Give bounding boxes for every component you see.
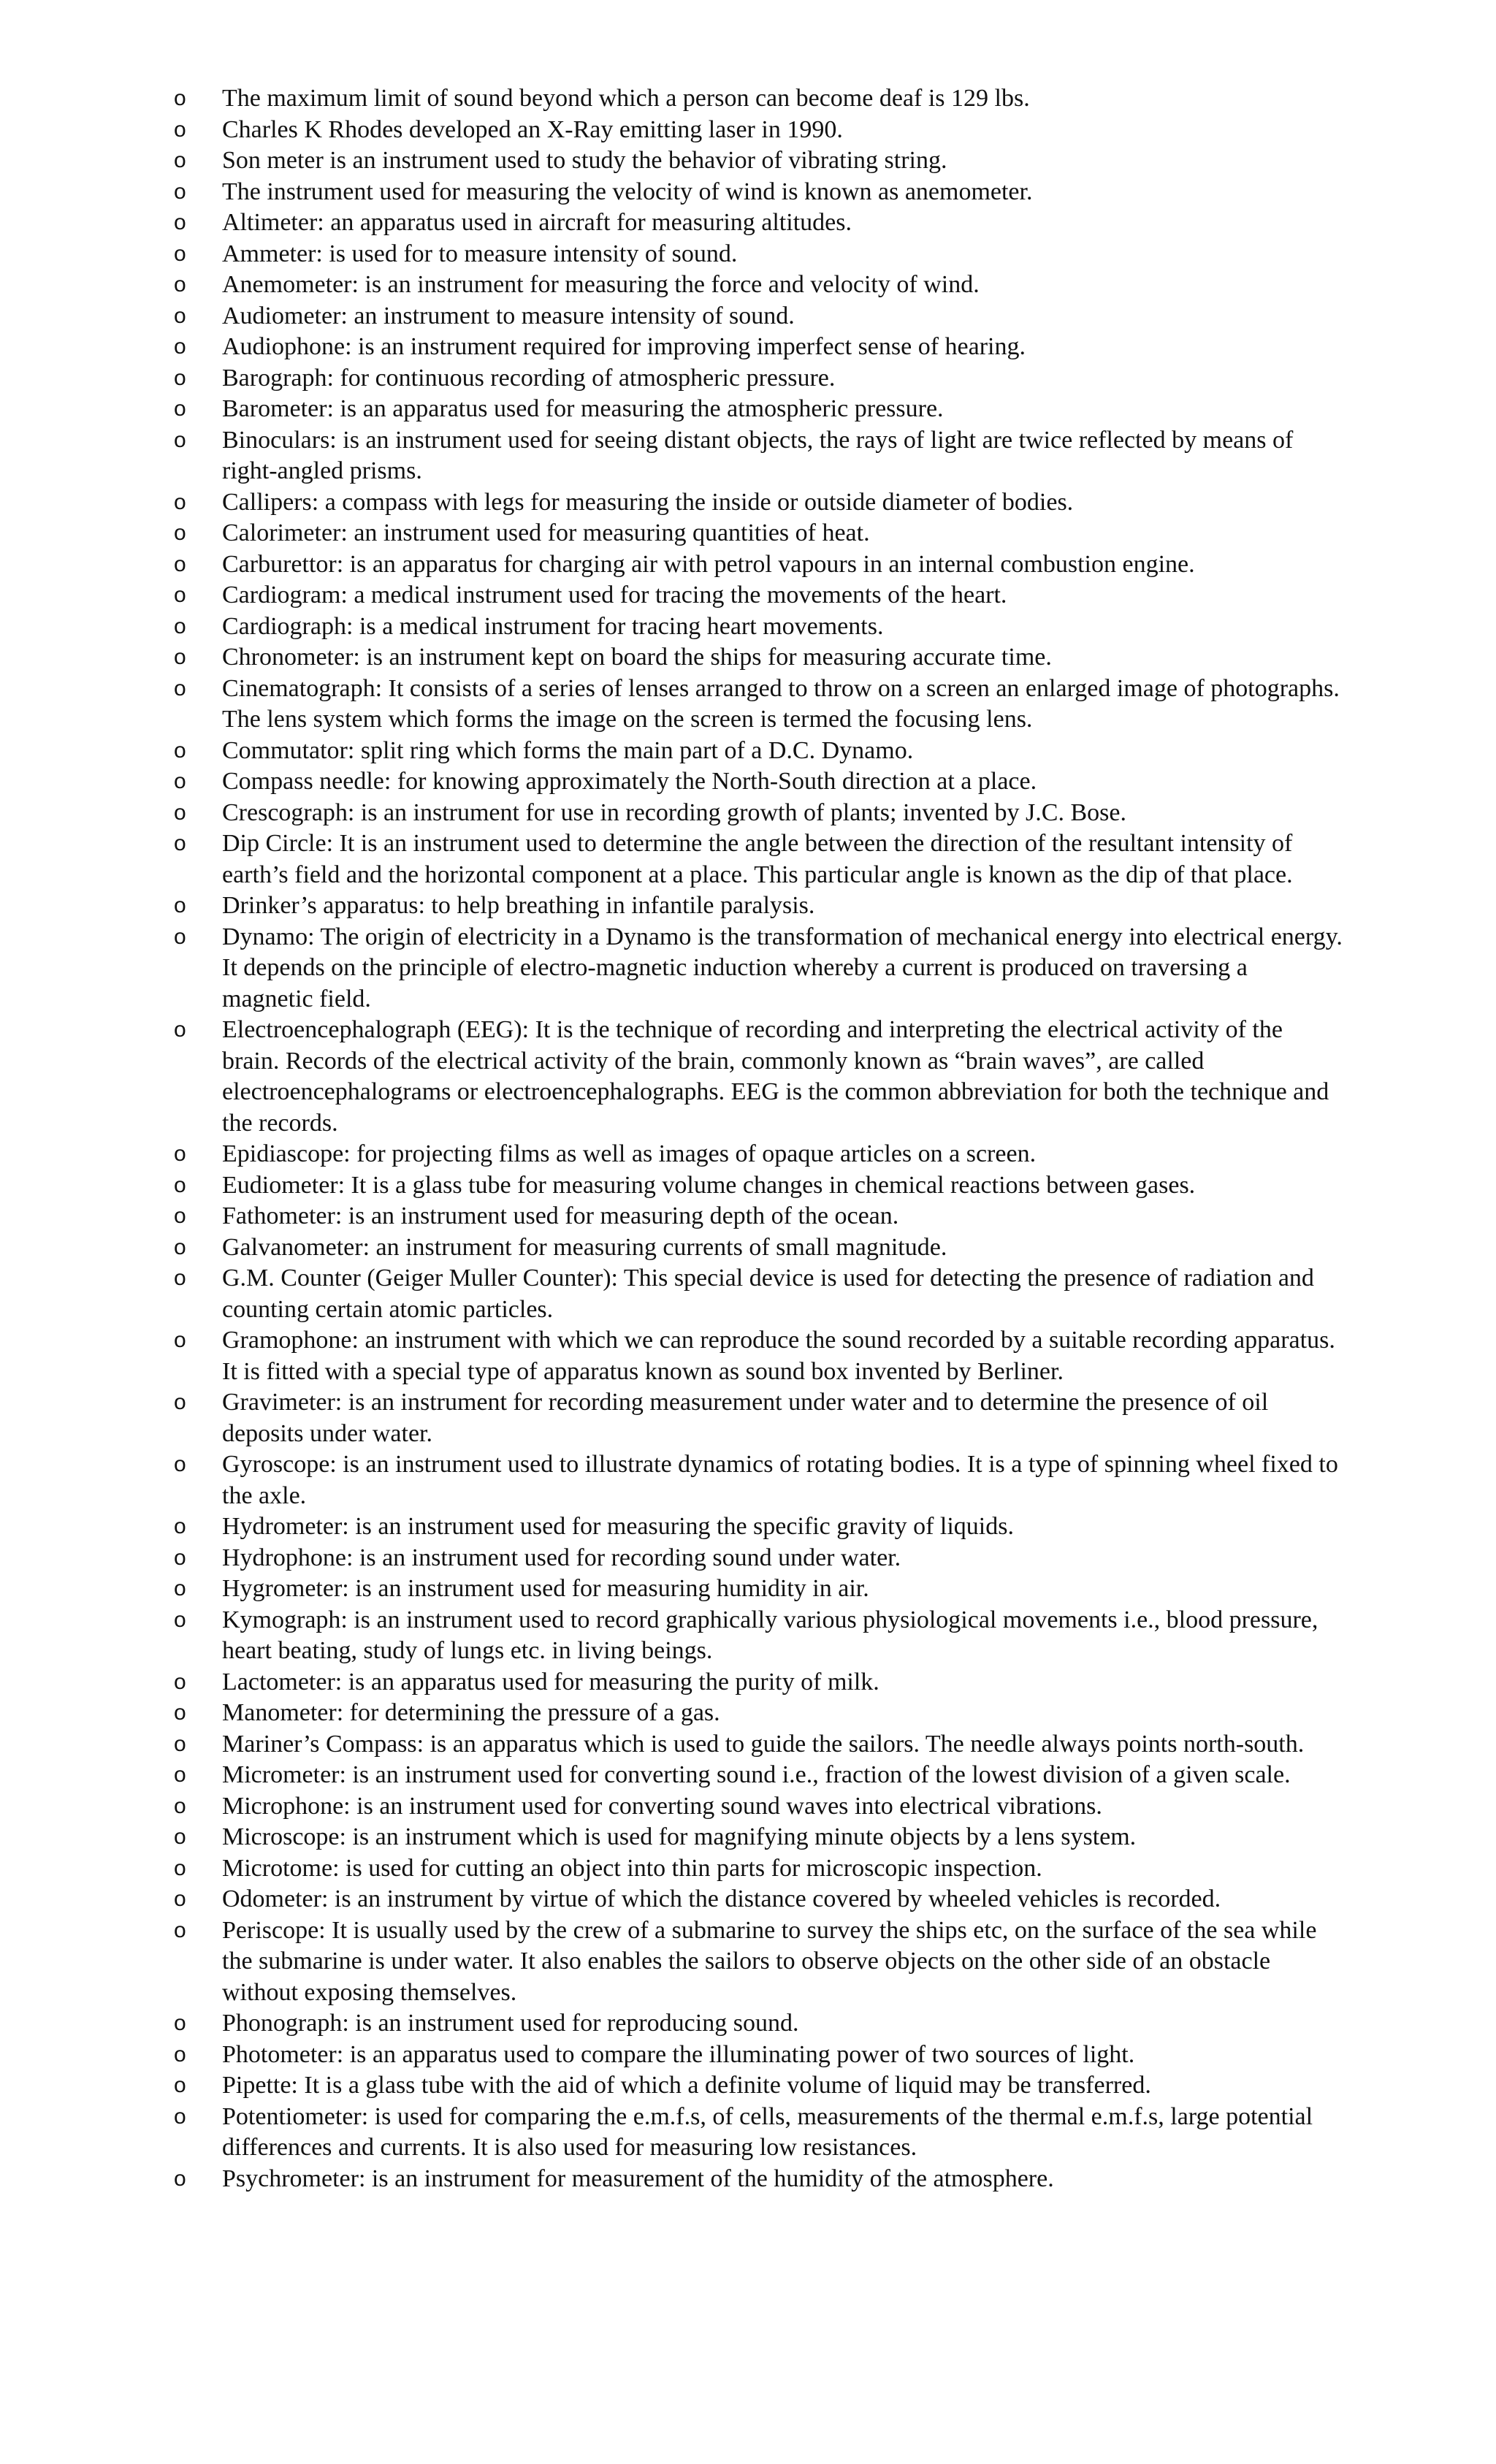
list-item [174,1729,1343,1761]
bullet-marker: o [174,614,186,638]
bullet-marker: o [174,365,186,390]
list-item [174,828,1343,890]
bullet-marker: o [174,1172,186,1197]
list-item-text: Calorimeter: an instrument used for measuring quantities of heat. [222,519,870,546]
bullet-marker: o [174,583,186,607]
bullet-marker: o [174,1887,186,1911]
bullet-marker: o [174,1204,186,1228]
list-item-text: Eudiometer: It is a glass tube for measuring volume changes in chemical reactions between gases. [222,1171,1196,1199]
bullet-marker: o [174,2042,186,2067]
list-item-text: Gyroscope: is an instrument used to illustrate dynamics of rotating bodies. It is a type of spinning wheel fixed to the axle. [222,1451,1338,1509]
list-item-text: Manometer: for determining the pressure of a gas. [222,1699,720,1726]
list-item [174,1170,1343,1202]
list-item-text: Drinker’s apparatus: to help breathing in infantile paralysis. [222,892,815,919]
list-item [174,2102,1343,2164]
list-item-text: Galvanometer: an instrument for measuring currents of small magnitude. [222,1233,947,1261]
bullet-marker: o [174,1514,186,1538]
list-item [174,580,1343,611]
bullet-marker: o [174,1731,186,1756]
list-item [174,736,1343,767]
list-item-text: Hygrometer: is an instrument used for measuring humidity in air. [222,1575,869,1602]
bullet-marker: o [174,179,186,204]
list-item-text: Altimeter: an apparatus used in aircraft for measuring altitudes. [222,209,852,236]
bullet-marker: o [174,303,186,328]
list-item-text: Microphone: is an instrument used for converting sound waves into electrical vibrations. [222,1792,1102,1820]
list-item [174,766,1343,798]
bullet-marker: o [174,1607,186,1632]
bullet-marker: o [174,117,186,142]
bullet-marker: o [174,489,186,514]
bullet-marker: o [174,210,186,234]
list-item-text: Dynamo: The origin of electricity in a Dynamo is the transformation of mechanical energy into electrical energy. It depends on the principle of electro-magnetic induction whereby a current is produced on traversing a magnetic field. [222,923,1343,1012]
list-item [174,2040,1343,2071]
list-item [174,518,1343,549]
list-item-text: Anemometer: is an instrument for measuring the force and velocity of wind. [222,271,980,298]
list-item-text: Audiometer: an instrument to measure intensity of sound. [222,302,795,329]
list-item-text: The maximum limit of sound beyond which a person can become deaf is 129 lbs. [222,85,1030,112]
bullet-marker: o [174,521,186,545]
list-item [174,1325,1343,1387]
list-item-text: Hydrophone: is an instrument used for recording sound under water. [222,1544,901,1571]
list-item [174,1232,1343,1264]
list-item [174,1698,1343,1729]
list-item [174,1822,1343,1853]
bullet-marker: o [174,1855,186,1880]
list-item-text: Periscope: It is usually used by the crew of a submarine to survey the ships etc, on the surface of the sea while the submarine is under water. It also enables the sailors to observe objects on the other side of an obstacle without exposing themselves. [222,1916,1317,2006]
list-item [174,1449,1343,1511]
list-item-text: Gravimeter: is an instrument for recording measurement under water and to determine the presence of oil deposits under water. [222,1389,1269,1447]
list-item [174,1853,1343,1885]
list-item-text: Dip Circle: It is an instrument used to determine the angle between the direction of the resultant intensity of earth’s field and the horizontal component at a place. This particular angle is known as the dip of that place. [222,830,1293,888]
list-item [174,1884,1343,1915]
list-item-text: Commutator: split ring which forms the main part of a D.C. Dynamo. [222,736,914,764]
list-item-text: Microscope: is an instrument which is used for magnifying minute objects by a lens system. [222,1823,1137,1850]
list-item-text: Lactometer: is an apparatus used for measuring the purity of milk. [222,1668,879,1696]
list-item-text: Audiophone: is an instrument required for improving imperfect sense of hearing. [222,333,1026,360]
list-item [174,549,1343,581]
bullet-marker: o [174,427,186,452]
bullet-marker: o [174,148,186,172]
bullet-marker: o [174,1793,186,1818]
bullet-marker: o [174,800,186,825]
list-item-text: Charles K Rhodes developed an X-Ray emitting laser in 1990. [222,115,843,143]
list-item-text: Pipette: It is a glass tube with the aid of which a definite volume of liquid may be transferred. [222,2072,1151,2099]
list-item-text: Photometer: is an apparatus used to compare the illuminating power of two sources of light. [222,2040,1135,2068]
bullet-marker: o [174,1825,186,1849]
list-item-text: G.M. Counter (Geiger Muller Counter): This special device is used for detecting the presence of radiation and counting certain atomic particles. [222,1265,1314,1323]
list-item [174,145,1343,177]
list-item [174,394,1343,425]
list-item [174,798,1343,829]
list-item [174,1760,1343,1791]
list-item [174,239,1343,270]
bullet-marker: o [174,2104,186,2129]
bullet-marker: o [174,1701,186,1725]
list-item-text: Psychrometer: is an instrument for measurement of the humidity of the atmosphere. [222,2164,1054,2192]
list-item-text: Callipers: a compass with legs for measuring the inside or outside diameter of bodies. [222,488,1074,516]
list-item [174,177,1343,208]
list-item-text: Barometer: is an apparatus used for measuring the atmospheric pressure. [222,395,944,422]
bullet-marker: o [174,1763,186,1787]
bullet-marker: o [174,645,186,669]
list-item [174,207,1343,239]
list-item [174,1201,1343,1232]
bullet-marker: o [174,1142,186,1166]
bullet-marker: o [174,1576,186,1601]
list-item [174,611,1343,643]
list-item [174,890,1343,922]
bullet-marker: o [174,1235,186,1259]
list-item [174,2070,1343,2102]
bullet-marker: o [174,2073,186,2097]
list-item [174,1511,1343,1543]
bullet-marker: o [174,241,186,266]
bullet-marker: o [174,1018,186,1042]
list-item-text: Crescograph: is an instrument for use in recording growth of plants; invented by J.C. Bose. [222,798,1126,826]
list-item-text: Epidiascope: for projecting films as well as images of opaque articles on a screen. [222,1140,1037,1167]
list-item-text: Cardiogram: a medical instrument used for tracing the movements of the heart. [222,581,1007,609]
list-item-text: Cardiograph: is a medical instrument for tracing heart movements. [222,612,884,640]
bullet-marker: o [174,1669,186,1694]
instrument-bullet-list [174,83,1343,2194]
list-item [174,301,1343,332]
list-item-text: Compass needle: for knowing approximately the North-South direction at a place. [222,768,1037,795]
bullet-marker: o [174,676,186,701]
list-item-text: Gramophone: an instrument with which we can reproduce the sound recorded by a suitable recording apparatus. It is fitted with a special type of apparatus known as sound box invented by Berliner. [222,1327,1335,1385]
list-item [174,1605,1343,1667]
list-item [174,642,1343,674]
bullet-marker: o [174,1328,186,1352]
bullet-marker: o [174,769,186,793]
list-item [174,1574,1343,1605]
list-item [174,1015,1343,1139]
list-item [174,2164,1343,2195]
bullet-marker: o [174,552,186,576]
list-item [174,2008,1343,2040]
bullet-marker: o [174,831,186,855]
bullet-marker: o [174,738,186,763]
list-item-text: Mariner’s Compass: is an apparatus which is used to guide the sailors. The needle always points north-south. [222,1730,1305,1758]
bullet-marker: o [174,1266,186,1290]
list-item-text: Son meter is an instrument used to study the behavior of vibrating string. [222,147,947,174]
list-item-text: Carburettor: is an apparatus for charging air with petrol vapours in an internal combustion engine. [222,550,1195,578]
list-item-text: Fathometer: is an instrument used for measuring depth of the ocean. [222,1202,899,1229]
bullet-marker: o [174,924,186,949]
list-item [174,332,1343,363]
list-item-text: Chronometer: is an instrument kept on board the ships for measuring accurate time. [222,644,1052,671]
bullet-marker: o [174,335,186,359]
list-item [174,1387,1343,1449]
list-item [174,922,1343,1015]
list-item [174,1667,1343,1698]
list-item [174,270,1343,301]
list-item [174,1263,1343,1325]
list-item-text: Micrometer: is an instrument used for converting sound i.e., fraction of the lowest division of a given scale. [222,1761,1291,1788]
list-item-text: Kymograph: is an instrument used to record graphically various physiological movements i.e., blood pressure, heart beating, study of lungs etc. in living beings. [222,1606,1318,1664]
bullet-marker: o [174,1918,186,1942]
bullet-marker: o [174,893,186,918]
list-item-text: Hydrometer: is an instrument used for measuring the specific gravity of liquids. [222,1513,1014,1540]
bullet-marker: o [174,397,186,421]
bullet-marker: o [174,2166,186,2191]
bullet-marker: o [174,1452,186,1476]
list-item [174,425,1343,487]
bullet-marker: o [174,86,186,110]
list-item-text: The instrument used for measuring the velocity of wind is known as anemometer. [222,178,1033,205]
bullet-marker: o [174,2011,186,2035]
list-item [174,83,1343,115]
bullet-marker: o [174,1545,186,1570]
list-item-text: Ammeter: is used for to measure intensity of sound. [222,240,738,267]
bullet-marker: o [174,272,186,297]
list-item-text: Binoculars: is an instrument used for seeing distant objects, the rays of light are twice reflected by means of right-angled prisms. [222,426,1294,484]
list-item [174,1791,1343,1823]
list-item-text: Phonograph: is an instrument used for reproducing sound. [222,2010,799,2037]
list-item [174,487,1343,519]
list-item [174,674,1343,736]
list-item-text: Microtome: is used for cutting an object into thin parts for microscopic inspection. [222,1854,1042,1882]
list-item [174,115,1343,146]
list-item [174,1915,1343,2009]
list-item-text: Electroencephalograph (EEG): It is the technique of recording and interpreting the electrical activity of the brain. Records of the electrical activity of the brain, commonly known as “brain waves”, are called electroencephalograms or electroencephalographs. EEG is the common abbreviation for both the technique and the records. [222,1016,1329,1137]
list-item [174,1543,1343,1574]
list-item-text: Odometer: is an instrument by virtue of which the distance covered by wheeled vehicles is recorded. [222,1885,1221,1912]
list-item-text: Cinematograph: It consists of a series of lenses arranged to throw on a screen an enlarged image of photographs. The lens system which forms the image on the screen is termed the focusing lens. [222,674,1340,733]
list-item-text: Barograph: for continuous recording of atmospheric pressure. [222,364,836,392]
list-item [174,1139,1343,1170]
list-item [174,363,1343,394]
list-item-text: Potentiometer: is used for comparing the e.m.f.s, of cells, measurements of the thermal e.m.f.s, large potential differences and currents. It is also used for measuring low resistances. [222,2102,1313,2161]
bullet-marker: o [174,1390,186,1414]
